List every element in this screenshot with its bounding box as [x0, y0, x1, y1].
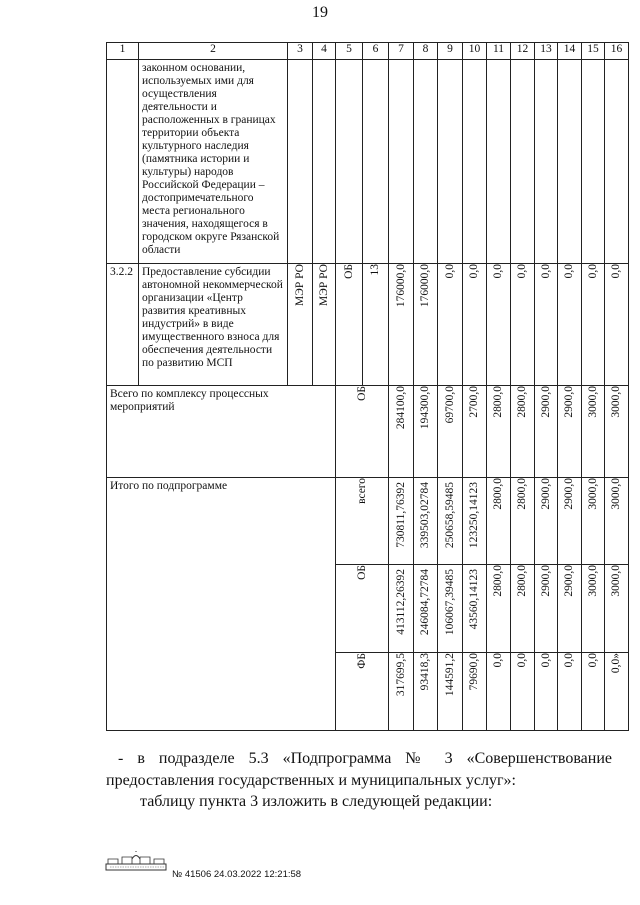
code-cell: 13 — [369, 264, 381, 276]
value-cell: 317699,5 — [394, 653, 407, 697]
continuation-row — [107, 60, 629, 264]
row-number: 3.2.2 — [107, 264, 139, 386]
value-cell: 0,0» — [610, 653, 622, 674]
header-cell: 9 — [438, 43, 463, 60]
instruction-paragraph: таблицу пункта 3 изложить в следующей редакции: — [140, 793, 493, 810]
header-cell: 13 — [535, 43, 558, 60]
value-cell: 194300,0 — [419, 386, 431, 430]
value-cell: 0,0 — [468, 264, 480, 279]
value-cell: 176000,0 — [419, 264, 431, 308]
value-cell: 69700,0 — [443, 386, 456, 424]
value-cell: 2900,0 — [539, 386, 552, 418]
value-cell: 2900,0 — [563, 565, 575, 597]
value-cell: 0,0 — [492, 264, 504, 279]
header-cell: 11 — [487, 43, 511, 60]
value-cell: 43560,14123 — [468, 569, 480, 630]
value-cell: 2800,0 — [516, 386, 528, 418]
value-cell: 0,0 — [539, 264, 552, 279]
document-number: № 41506 24.03.2022 12:21:58 — [172, 869, 302, 880]
total-complex-row — [107, 386, 629, 478]
funding-source: ОБ — [342, 264, 355, 279]
header-row — [107, 43, 629, 60]
value-cell: 93418,3 — [419, 653, 431, 691]
funding-source: ОБ — [355, 386, 368, 401]
value-cell: 3000,0 — [586, 478, 599, 510]
value-cell: 0,0 — [539, 653, 552, 668]
value-cell: 2800,0 — [492, 386, 504, 418]
value-cell: 3000,0 — [610, 478, 622, 510]
value-cell: 3000,0 — [610, 386, 622, 418]
header-cell: 2 — [139, 43, 288, 60]
value-cell: 0,0 — [443, 264, 456, 279]
header-cell: 12 — [511, 43, 535, 60]
value-cell: 730811,76392 — [394, 482, 407, 548]
header-cell: 8 — [414, 43, 438, 60]
value-cell: 2800,0 — [516, 478, 528, 510]
value-cell: 2800,0 — [492, 478, 504, 510]
header-cell: 10 — [463, 43, 487, 60]
executor: МЭР РО — [317, 264, 330, 306]
value-cell: 3000,0 — [586, 565, 599, 597]
page-number: 19 — [312, 4, 328, 21]
budget-table — [106, 42, 629, 731]
total-complex-label: Всего по комплексу процессных мероприятий — [107, 386, 336, 478]
total-sub-row-all — [107, 478, 629, 565]
row-3-2-2 — [107, 264, 629, 386]
value-cell: 0,0 — [516, 653, 528, 668]
value-cell: 0,0 — [586, 264, 599, 279]
header-cell: 16 — [605, 43, 629, 60]
header-cell: 1 — [107, 43, 139, 60]
registry-stamp-icon — [104, 851, 170, 873]
header-cell: 15 — [582, 43, 605, 60]
value-cell: 176000,0 — [394, 264, 407, 308]
value-cell: 79690,0 — [468, 653, 480, 691]
value-cell: 413112,26392 — [394, 569, 407, 635]
row-name: Предоставление субсидии автономной некоммерческой организации «Центр развития креативных индустрий» в виде имущественного взноса для обеспечения деятельности по развитию МСП — [139, 264, 288, 386]
funding-source: ОБ — [355, 565, 368, 580]
value-cell: 123250,14123 — [468, 482, 480, 549]
value-cell: 106067,39485 — [443, 569, 456, 636]
value-cell: 0,0 — [586, 653, 599, 668]
funding-source: всего — [355, 478, 368, 504]
header-cell: 7 — [389, 43, 414, 60]
header-cell: 4 — [313, 43, 336, 60]
executor: МЭР РО — [293, 264, 306, 306]
total-sub-row-ob — [107, 565, 629, 653]
value-cell: 2900,0 — [539, 478, 552, 510]
value-cell: 144591,2 — [443, 653, 456, 697]
value-cell: 339503,02784 — [419, 482, 431, 549]
header-cell: 6 — [363, 43, 389, 60]
value-cell: 284100,0 — [394, 386, 407, 430]
header-cell: 3 — [288, 43, 313, 60]
value-cell: 2900,0 — [563, 386, 575, 418]
value-cell: 2800,0 — [492, 565, 504, 597]
value-cell: 0,0 — [563, 653, 575, 668]
value-cell: 0,0 — [516, 264, 528, 279]
value-cell: 2900,0 — [539, 565, 552, 597]
value-cell: 3000,0 — [610, 565, 622, 597]
total-sub-row-fb — [107, 653, 629, 731]
value-cell: 246084,72784 — [419, 569, 431, 636]
header-cell: 14 — [558, 43, 582, 60]
value-cell: 2900,0 — [563, 478, 575, 510]
value-cell: 0,0 — [610, 264, 622, 279]
value-cell: 2700,0 — [468, 386, 480, 418]
value-cell: 0,0 — [563, 264, 575, 279]
amendment-paragraph: - в подразделе 5.3 «Подпрограмма № 3 «Совершенствование предоставления государственных и муниципальных услуг»: — [106, 750, 612, 789]
continuation-text: законном основании, используемых ими для осуществления деятельности и расположенных в границах территории объекта культурного наследия (памятника истории и культуры) народов Российской Федерации – достопримечательного места регионального значения, находящегося в городском округе Рязанской области — [139, 60, 288, 264]
funding-source: ФБ — [355, 653, 368, 669]
value-cell: 0,0 — [492, 653, 504, 668]
value-cell: 250658,59485 — [443, 482, 456, 549]
total-sub-label: Итого по подпрограмме — [107, 478, 336, 565]
header-cell: 5 — [336, 43, 363, 60]
value-cell: 3000,0 — [586, 386, 599, 418]
value-cell: 2800,0 — [516, 565, 528, 597]
